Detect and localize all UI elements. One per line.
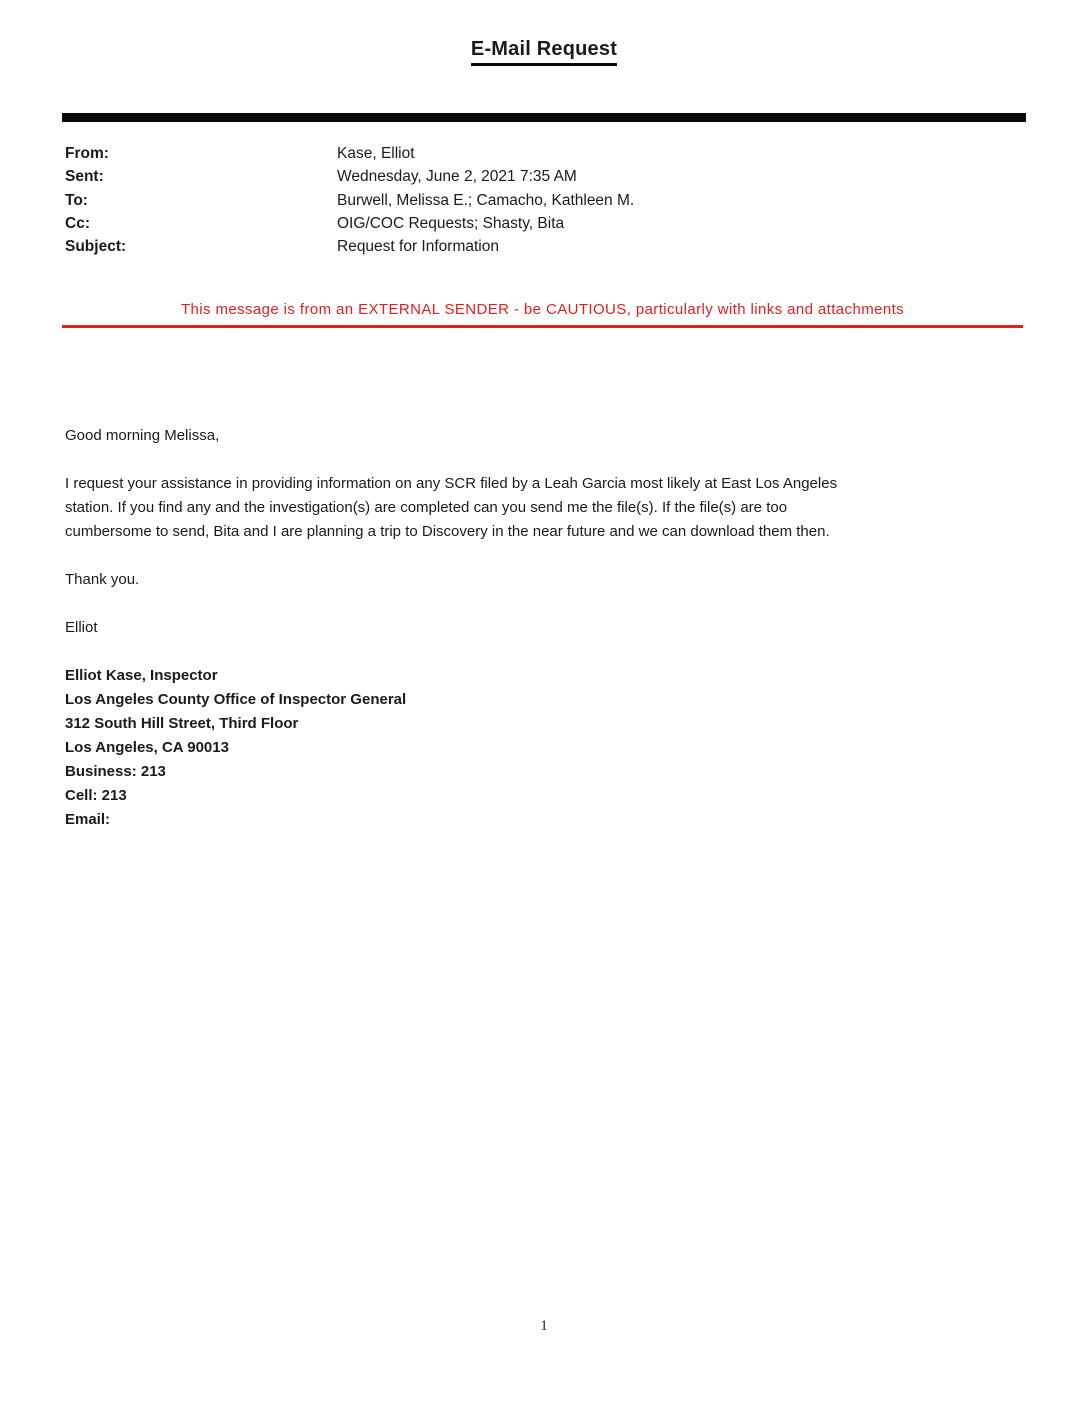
signature-organization: Los Angeles County Office of Inspector General <box>65 691 407 708</box>
page-number: 1 <box>540 1318 548 1334</box>
body-line-paragraph-2: station. If you find any and the investigation(s) are completed can you send me the file(s). If the file(s) are too <box>65 499 788 516</box>
email-body <box>65 424 837 832</box>
field-value-from: Kase, Elliot <box>337 145 415 162</box>
field-value-sent: Wednesday, June 2, 2021 7:35 AM <box>337 168 577 186</box>
body-line-thanks: Thank you. <box>65 571 140 588</box>
body-line-blank <box>65 640 837 664</box>
field-row-from <box>65 142 634 165</box>
signature-city: Los Angeles, CA 90013 <box>65 739 229 756</box>
field-value-to: Burwell, Melissa E.; Camacho, Kathleen M. <box>337 191 635 209</box>
field-row-sent <box>65 165 634 188</box>
body-line-paragraph-3: cumbersome to send, Bita and I are planning a trip to Discovery in the near future and we can download them then. <box>65 523 830 540</box>
body-line-greeting: Good morning Melissa, <box>65 427 220 444</box>
body-line-sender-name: Elliot <box>65 619 98 636</box>
field-value-cc: OIG/COC Requests; Shasty, Bita <box>337 214 565 232</box>
document-title-container <box>0 38 1088 66</box>
signature-email: Email: <box>65 811 111 828</box>
document-title: E-Mail Request <box>471 38 617 66</box>
field-label-cc: Cc: <box>65 214 90 232</box>
field-row-subject <box>65 235 634 258</box>
field-label-to: To: <box>65 191 88 209</box>
field-row-to <box>65 189 634 212</box>
signature-cell-phone: Cell: 213 <box>65 787 127 804</box>
header-divider-rule <box>62 113 1026 122</box>
field-row-cc <box>65 212 634 235</box>
field-label-sent: Sent: <box>65 168 104 186</box>
email-header-fields <box>65 142 634 258</box>
signature-street: 312 South Hill Street, Third Floor <box>65 715 299 732</box>
signature-name-title: Elliot Kase, Inspector <box>65 667 218 684</box>
signature-business-phone: Business: 213 <box>65 763 166 780</box>
external-sender-warning: This message is from an EXTERNAL SENDER - be CAUTIOUS, particularly with links and attachments <box>62 301 1023 328</box>
body-line-blank <box>65 592 837 616</box>
field-label-subject: Subject: <box>65 238 127 256</box>
body-line-blank <box>65 448 837 472</box>
body-line-blank <box>65 544 837 568</box>
body-line-paragraph-1: I request your assistance in providing information on any SCR filed by a Leah Garcia most likely at East Los Angeles <box>65 475 838 492</box>
field-value-subject: Request for Information <box>337 238 499 256</box>
field-label-from: From: <box>65 145 109 162</box>
